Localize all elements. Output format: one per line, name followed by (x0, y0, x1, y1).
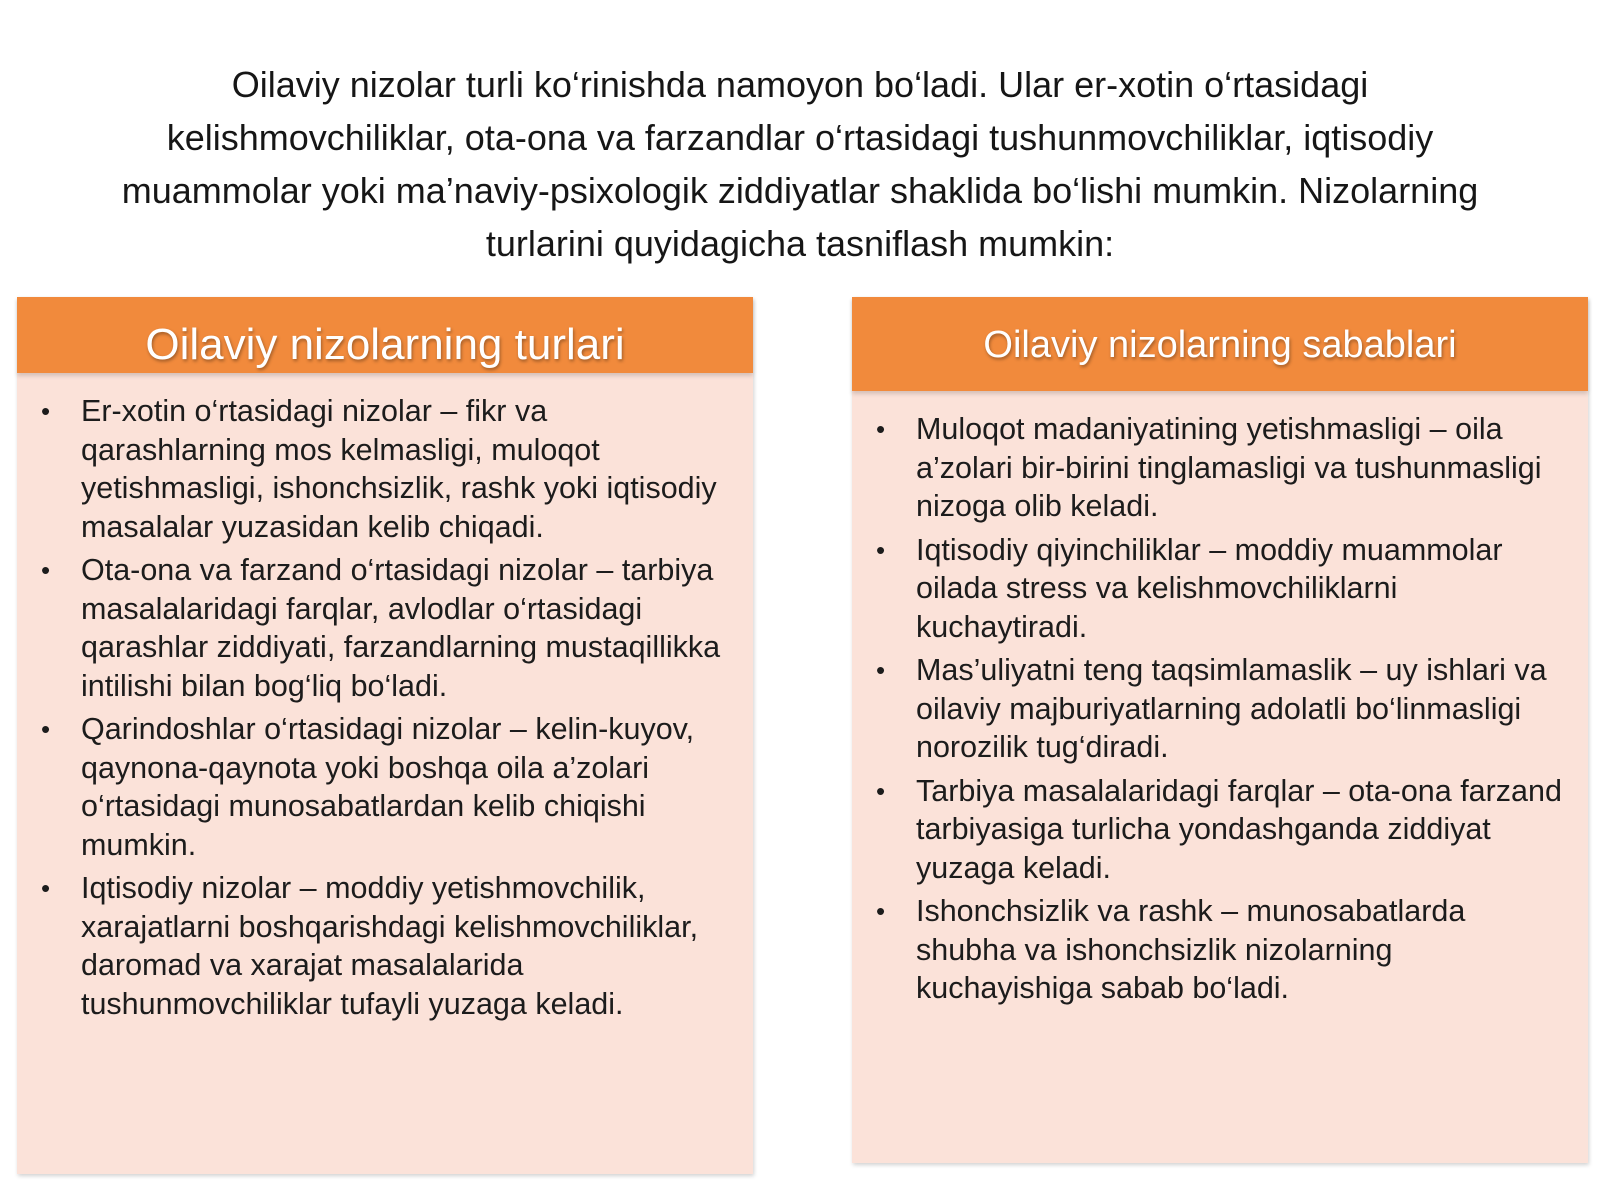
list-item (868, 892, 1570, 1008)
list-item-text: Mas’uliyatni teng taqsimlamaslik – uy ishlari va oilaviy majburiyatlarning adolatli bo‘linmasligi norozilik tug‘diradi. (916, 653, 1547, 764)
bullet-icon: • (41, 396, 51, 426)
list-item (33, 551, 735, 705)
list-item-text: Tarbiya masalalaridagi farqlar – ota-ona farzand tarbiyasiga turlicha yondashganda ziddiyat yuzaga keladi. (916, 773, 1562, 885)
list-item-text: Iqtisodiy qiyinchiliklar – moddiy muammolar oilada stress va kelishmovchiliklarni kuchaytiradi. (916, 532, 1503, 644)
bullet-icon: • (876, 775, 886, 806)
bullet-icon: • (41, 714, 51, 744)
causes-list (868, 410, 1570, 1013)
list-item (33, 710, 735, 864)
types-panel (17, 297, 753, 1174)
list-item-text: Ishonchsizlik va rashk – munosabatlarda shubha va ishonchsizlik nizolarning kuchayishiga sabab bo‘ladi. (916, 894, 1466, 1005)
list-item-text: Er-xotin o‘rtasidagi nizolar – fikr va qarashlarning mos kelmasligi, muloqot yetishmasligi, ishonchsizlik, rashk yoki iqtisodiy masalalar yuzasidan kelib chiqadi. (81, 394, 717, 544)
types-list (33, 392, 735, 1028)
list-item-text: Ota-ona va farzand o‘rtasidagi nizolar – tarbiya masalalaridagi farqlar, avlodlar o‘rtasidagi qarashlar ziddiyati, farzandlarning mustaqillikka intilishi bilan bog‘liq bo‘ladi. (81, 553, 721, 703)
intro-paragraph: Oilaviy nizolar turli ko‘rinishda namoyon bo‘ladi. Ular er-xotin o‘rtasidagi kelishmovchiliklar, ota-ona va farzandlar o‘rtasidagi tushunmovchiliklar, iqtisodiy muammolar yoki ma’naviy-psixologik ziddiyatlar shaklida bo‘lishi mumkin. Nizolarning turlarini quyidagicha tasniflash mumkin: (121, 64, 1479, 264)
list-item (868, 651, 1570, 767)
list-item-text: Iqtisodiy nizolar – moddiy yetishmovchilik, xarajatlarni boshqarishdagi kelishmovchiliklar, daromad va xarajat masalalarida tushunmovchiliklar tufayli yuzaga keladi. (81, 871, 699, 1021)
list-item-text: Muloqot madaniyatining yetishmasligi – oila a’zolari bir-birini tinglamasligi va tushunmasligi nizoga olib keladi. (916, 412, 1542, 523)
bullet-icon: • (41, 555, 51, 585)
bullet-icon: • (876, 414, 886, 444)
list-item (868, 531, 1570, 647)
list-item (868, 410, 1570, 526)
bullet-icon: • (876, 655, 886, 685)
causes-panel (852, 297, 1588, 1163)
list-item (33, 392, 735, 546)
bullet-icon: • (876, 534, 886, 565)
bullet-icon: • (41, 873, 51, 903)
causes-panel-title: Oilaviy nizolarning sabablari (852, 297, 1588, 391)
types-panel-title: Oilaviy nizolarning turlari (17, 297, 753, 373)
bullet-icon: • (876, 896, 886, 926)
list-item-text: Qarindoshlar o‘rtasidagi nizolar – kelin-kuyov, qaynona-qaynota yoki boshqa oila a’zolari o‘rtasidagi munosabatlardan kelib chiqishi mumkin. (81, 712, 695, 862)
list-item (868, 772, 1570, 888)
list-item (33, 869, 735, 1023)
